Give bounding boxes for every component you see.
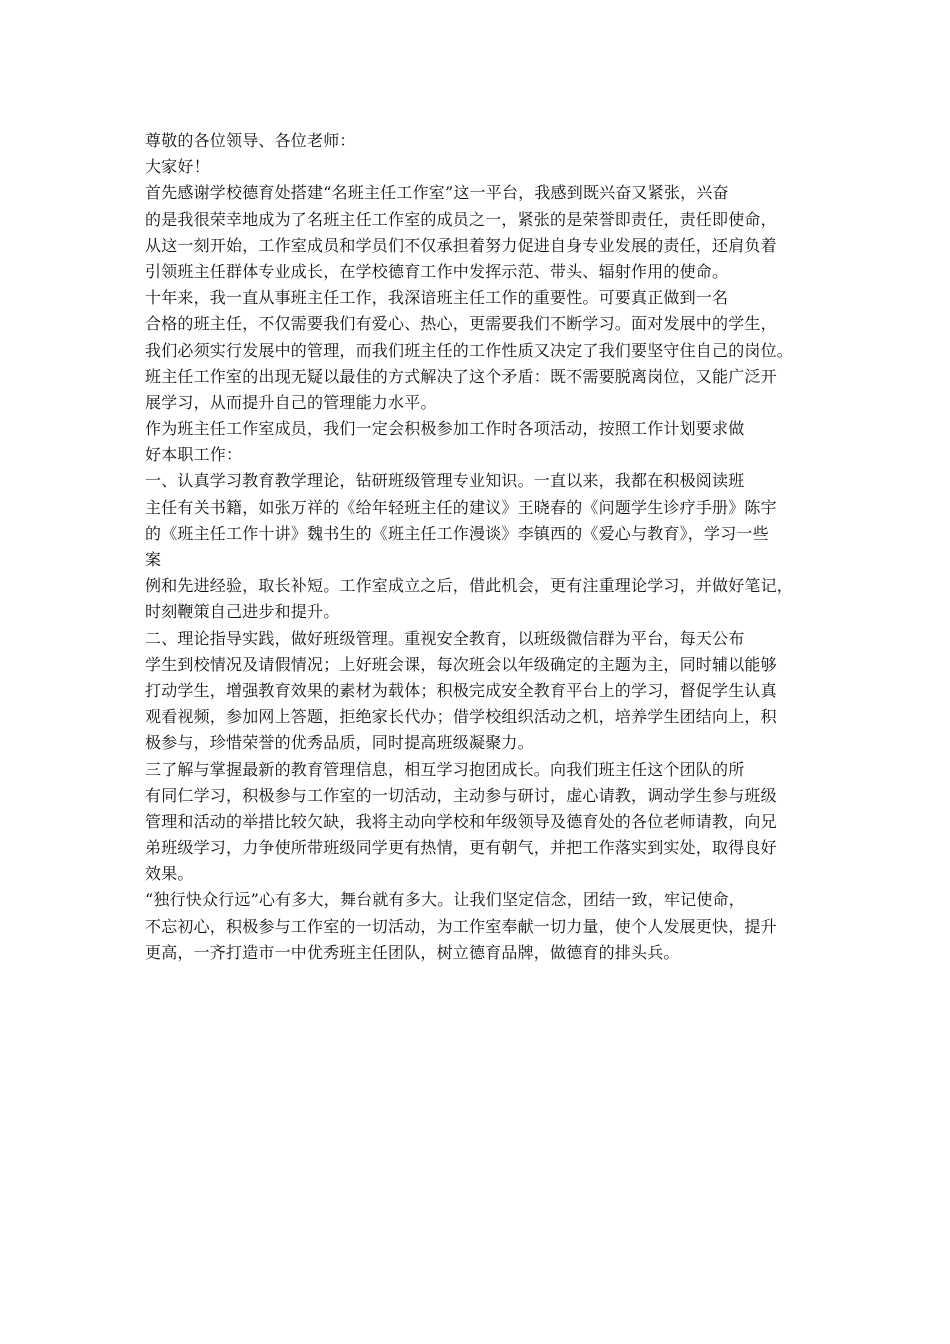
text-line: “独行快众行远”心有多大，舞台就有多大。让我们坚定信念，团结一致，牢记使命， [145, 890, 745, 910]
text-line: 的是我很荣幸地成为了名班主任工作室的成员之一，紧张的是荣誉即责任，责任即使命， [145, 209, 777, 229]
text-line: 大家好！ [145, 157, 210, 177]
text-line: 的《班主任工作十讲》魏书生的《班主任工作漫谈》李镇西的《爱心与教育》，学习一些 [145, 523, 769, 543]
text-line: 例和先进经验，取长补短。工作室成立之后，借此机会，更有注重理论学习，并做好笔记， [145, 576, 794, 596]
text-line: 打动学生，增强教育效果的素材为载体；积极完成安全教育平台上的学习，督促学生认真 [145, 680, 777, 700]
text-line: 二、理论指导实践，做好班级管理。重视安全教育，以班级微信群为平台，每天公布 [145, 628, 745, 648]
text-line: 从这一刻开始，工作室成员和学员们不仅承担着努力促进自身专业发展的责任，还肩负着 [145, 235, 777, 255]
text-line: 弟班级学习，力争使所带班级同学更有热情，更有朝气，并把工作落实到实处，取得良好 [145, 838, 777, 858]
text-line: 我们必须实行发展中的管理，而我们班主任的工作性质又决定了我们要坚守住自己的岗位。 [145, 340, 794, 360]
text-line: 学生到校情况及请假情况；上好班会课，每次班会以年级确定的主题为主，同时辅以能够 [145, 654, 777, 674]
text-line: 效果。 [145, 864, 194, 884]
text-line: 好本职工作： [145, 445, 243, 465]
text-line: 展学习，从而提升自己的管理能力水平。 [145, 392, 437, 412]
text-line: 时刻鞭策自己进步和提升。 [145, 602, 340, 622]
text-line: 观看视频，参加网上答题，拒绝家长代办；借学校组织活动之机，培养学生团结向上，积 [145, 707, 777, 727]
text-line: 首先感谢学校德育处搭建“名班主任工作室”这一平台，我感到既兴奋又紧张，兴奋 [145, 183, 729, 203]
text-line: 合格的班主任，不仅需要我们有爱心、热心，更需要我们不断学习。面对发展中的学生， [145, 314, 777, 334]
text-line: 引领班主任群体专业成长，在学校德育工作中发挥示范、带头、辐射作用的使命。 [145, 261, 729, 281]
text-line: 作为班主任工作室成员，我们一定会积极参加工作时各项活动，按照工作计划要求做 [145, 419, 745, 439]
text-line: 主任有关书籍，如张万祥的《给年轻班主任的建议》王晓春的《问题学生诊疗手册》陈宇 [145, 497, 777, 517]
text-line: 尊敬的各位领导、各位老师： [145, 131, 356, 150]
text-line: 管理和活动的举措比较欠缺，我将主动向学校和年级领导及德育处的各位老师请教，向兄 [145, 811, 777, 831]
text-line: 三了解与掌握最新的教育管理信息，相互学习抱团成长。向我们班主任这个团队的所 [145, 759, 745, 779]
text-line: 极参与，珍惜荣誉的优秀品质，同时提高班级凝聚力。 [145, 733, 534, 753]
text-line: 十年来，我一直从事班主任工作，我深谙班主任工作的重要性。可要真正做到一名 [145, 288, 729, 308]
text-line: 一、认真学习教育教学理论，钻研班级管理专业知识。一直以来，我都在积极阅读班 [145, 471, 745, 491]
text-line: 班主任工作室的出现无疑以最佳的方式解决了这个矛盾：既不需要脱离岗位，又能广泛开 [145, 366, 777, 386]
text-line: 有同仁学习，积极参与工作室的一切活动，主动参与研讨，虚心请教，调动学生参与班级 [145, 785, 777, 805]
text-line: 不忘初心，积极参与工作室的一切活动，为工作室奉献一切力量，使个人发展更快，提升 [145, 916, 777, 936]
text-line: 案 [145, 550, 162, 569]
text-line: 更高，一齐打造市一中优秀班主任团队，树立德育品牌，做德育的排头兵。 [145, 942, 680, 962]
speech-text [145, 128, 815, 966]
